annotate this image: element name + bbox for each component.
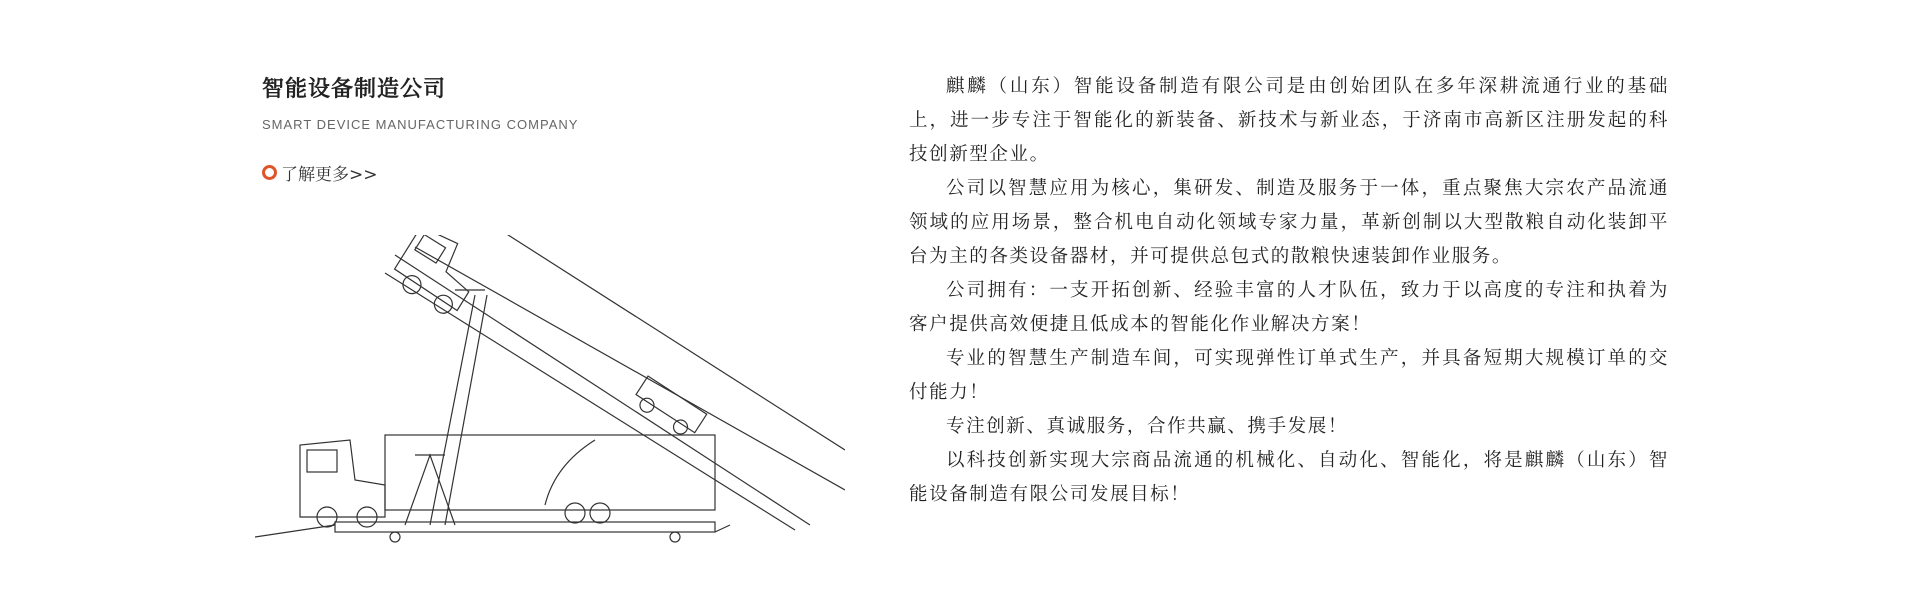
wheel	[565, 503, 585, 523]
learn-more-label: 了解更多>>	[281, 165, 378, 185]
support-wheel	[390, 532, 400, 542]
intro-paragraph: 公司拥有：一支开拓创新、经验丰富的人才队伍，致力于以高度的专注和执着为客户提供高效便捷且低成本的智能化作业解决方案！	[909, 280, 1669, 335]
company-title: 智能设备制造公司	[262, 77, 447, 102]
trailer-box	[385, 435, 715, 510]
intro-paragraph: 公司以智慧应用为核心，集研发、制造及服务于一体，重点聚焦大宗农产品流通领域的应用场景，整合机电自动化领域专家力量，革新创制以大型散粮自动化装卸平台为主的各类设备器材，并可提供总包式的散粮快速装卸作业服务。	[909, 178, 1669, 267]
intro-paragraph: 以科技创新实现大宗商品流通的机械化、自动化、智能化，将是麒麟（山东）智能设备制造有限公司发展目标！	[909, 450, 1669, 505]
lift-arm	[445, 295, 487, 525]
intro-paragraph: 专注创新、真诚服务，合作共赢、携手发展！	[946, 416, 1349, 437]
truck-window	[307, 450, 337, 472]
conveyor-unit	[631, 376, 707, 441]
lower-truck-cab	[300, 440, 385, 517]
incline-rail	[505, 235, 845, 450]
ramp-line	[715, 525, 730, 532]
incline-rail	[415, 247, 845, 490]
company-header	[262, 72, 902, 185]
support-wheel	[670, 532, 680, 542]
incline-rail	[385, 273, 795, 530]
company-subtitle: SMART DEVICE MANUFACTURING COMPANY	[262, 117, 579, 132]
trailer-curve	[545, 440, 595, 505]
circle-icon	[262, 165, 277, 180]
lift-arm	[430, 295, 475, 525]
platform-base	[335, 522, 715, 532]
truck-unloading-platform-icon	[255, 235, 845, 555]
wheel	[590, 503, 610, 523]
intro-paragraph: 麒麟（山东）智能设备制造有限公司是由创始团队在多年深耕流通行业的基础上，进一步专注于智能化的新装备、新技术与新业态，于济南市高新区注册发起的科技创新型企业。	[909, 76, 1669, 165]
intro-paragraph: 专业的智慧生产制造车间，可实现弹性订单式生产，并具备短期大规模订单的交付能力！	[909, 348, 1669, 403]
learn-more-link[interactable]	[262, 160, 902, 185]
company-intro	[909, 70, 1669, 512]
